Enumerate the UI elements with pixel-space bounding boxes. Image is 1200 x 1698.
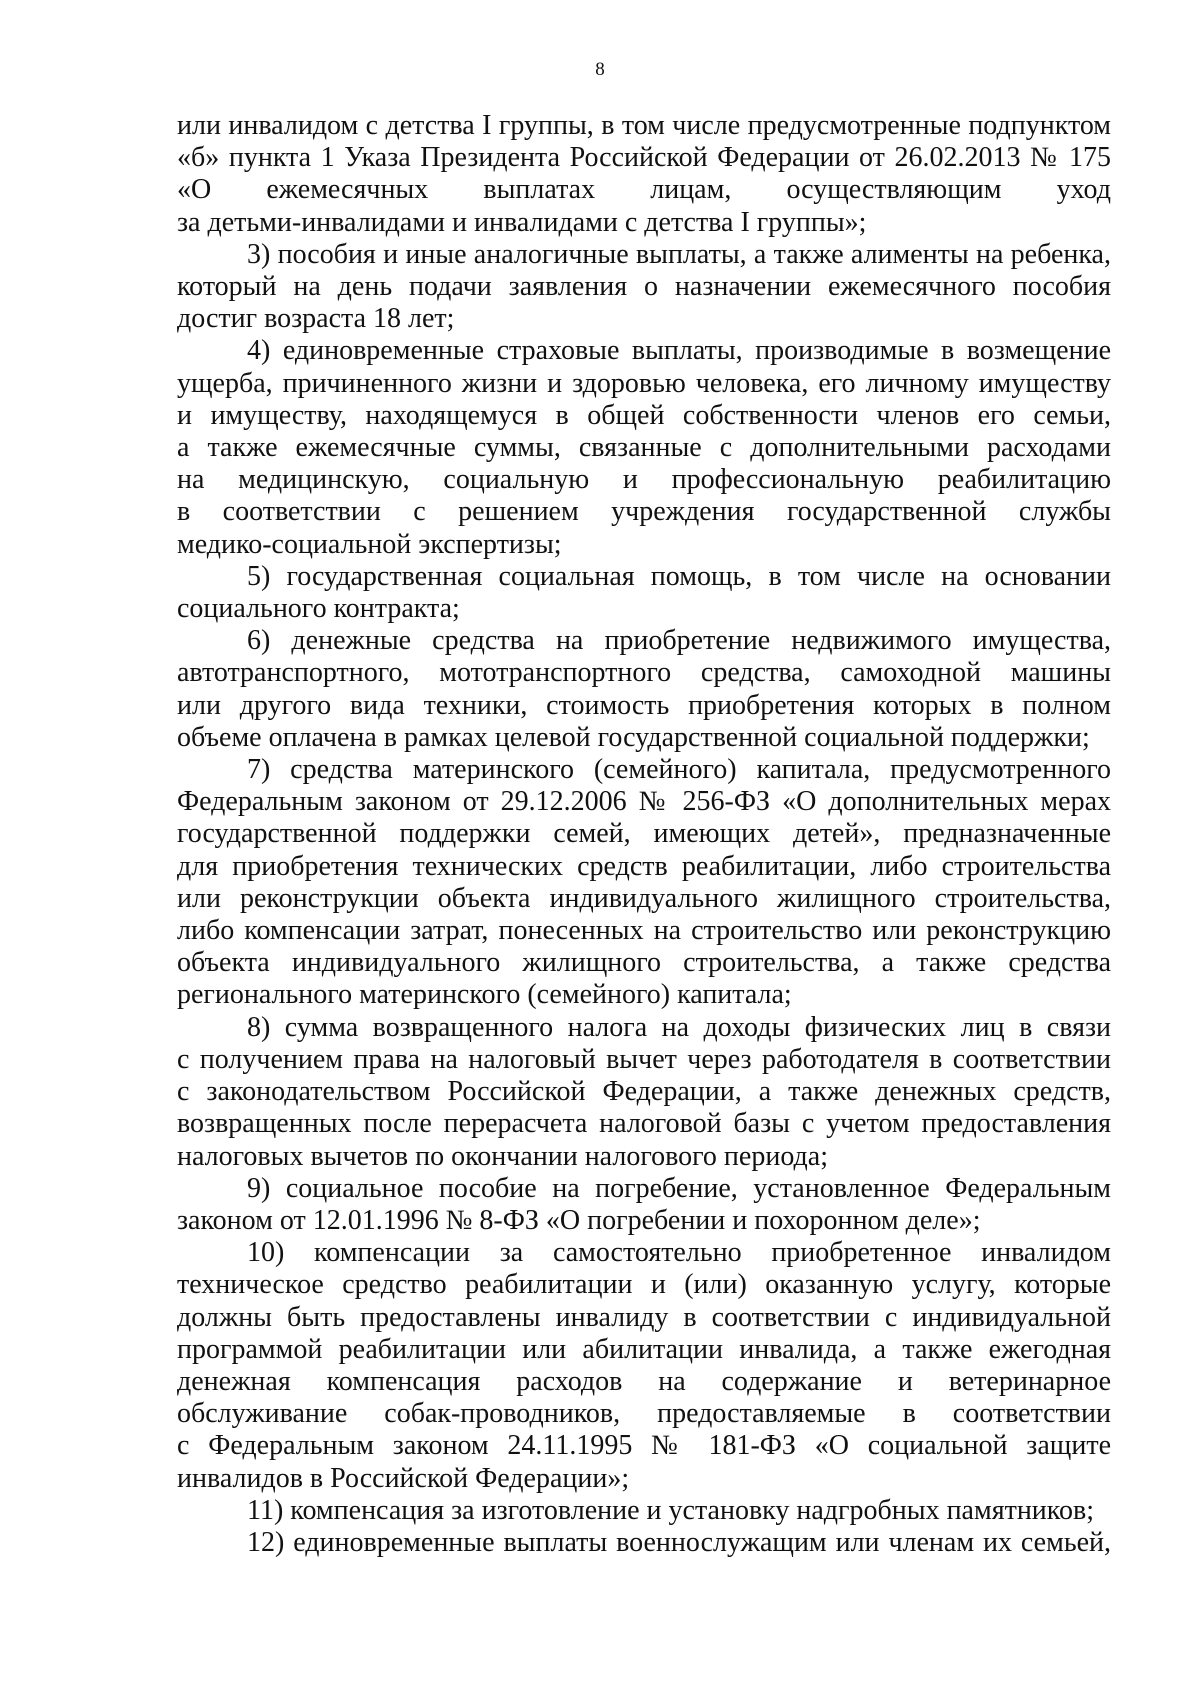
text-line: достиг возраста 18 лет;	[177, 303, 455, 335]
text-line: 11) компенсация за изготовление и установку надгробных памятников;	[247, 1494, 1094, 1526]
text-line: налоговых вычетов по окончании налогового периода;	[177, 1140, 828, 1172]
text-line: а также ежемесячные суммы, связанные с дополнительными расходами	[177, 432, 1111, 464]
text-line: с законодательством Российской Федерации, а также денежных средств,	[177, 1076, 1111, 1108]
text-line: медико-социальной экспертизы;	[177, 528, 562, 560]
text-line: социального контракта;	[177, 593, 460, 625]
paragraph-item-12	[177, 1527, 1111, 1559]
text-line: в соответствии с решением учреждения государственной службы	[177, 496, 1111, 528]
paragraph-item-9	[177, 1173, 1111, 1237]
text-line: должны быть предоставлены инвалиду в соответствии с индивидуальной	[177, 1301, 1111, 1333]
text-line: с Федеральным законом 24.11.1995 № 181-ФЗ «О социальной защите	[177, 1430, 1111, 1462]
paragraph-item-5	[177, 561, 1111, 625]
text-line: автотранспортного, мототранспортного средства, самоходной машины	[177, 657, 1111, 689]
text-line: или другого вида техники, стоимость приобретения которых в полном	[177, 689, 1111, 721]
text-line: объеме оплачена в рамках целевой государственной социальной поддержки;	[177, 721, 1090, 753]
text-line: законом от 12.01.1996 № 8-ФЗ «О погребении и похоронном деле»;	[177, 1204, 981, 1236]
text-line: обслуживание собак-проводников, предоставляемые в соответствии	[177, 1398, 1111, 1430]
paragraph-item-7	[177, 754, 1111, 1012]
text-line: Федеральным законом от 29.12.2006 № 256-ФЗ «О дополнительных мерах	[177, 786, 1111, 818]
text-line: государственной поддержки семей, имеющих детей», предназначенные	[177, 818, 1111, 850]
text-line: 10) компенсации за самостоятельно приобретенное инвалидом	[247, 1237, 1111, 1269]
text-line: или реконструкции объекта индивидуального жилищного строительства,	[177, 882, 1111, 914]
text-line: либо компенсации затрат, понесенных на строительство или реконструкцию	[177, 915, 1111, 947]
text-line: с получением права на налоговый вычет через работодателя в соответствии	[177, 1043, 1111, 1075]
paragraph-continued	[177, 110, 1111, 239]
text-line: ущерба, причиненного жизни и здоровью человека, его личному имуществу	[177, 367, 1111, 399]
paragraph-item-4	[177, 335, 1111, 560]
document-body	[177, 110, 1111, 1559]
text-line: и имуществу, находящемуся в общей собственности членов его семьи,	[177, 399, 1111, 431]
text-line: «б» пункта 1 Указа Президента Российской Федерации от 26.02.2013 № 175	[177, 142, 1111, 174]
text-line: денежная компенсация расходов на содержание и ветеринарное	[177, 1365, 1111, 1397]
text-line: который на день подачи заявления о назначении ежемесячного пособия	[177, 271, 1111, 303]
text-line: инвалидов в Российской Федерации»;	[177, 1462, 630, 1494]
text-line: 8) сумма возвращенного налога на доходы физических лиц в связи	[247, 1011, 1111, 1043]
paragraph-item-8	[177, 1012, 1111, 1173]
text-line: за детьми-инвалидами и инвалидами с детства I группы»;	[177, 206, 867, 238]
text-line: 9) социальное пособие на погребение, установленное Федеральным	[247, 1172, 1111, 1204]
text-line: возвращенных после перерасчета налоговой базы с учетом предоставления	[177, 1108, 1111, 1140]
paragraph-item-11	[177, 1495, 1111, 1527]
paragraph-item-10	[177, 1237, 1111, 1495]
paragraph-item-3	[177, 239, 1111, 336]
text-line: программой реабилитации или абилитации инвалида, а также ежегодная	[177, 1333, 1111, 1365]
text-line: 7) средства материнского (семейного) капитала, предусмотренного	[247, 754, 1111, 786]
text-line: на медицинскую, социальную и профессиональную реабилитацию	[177, 464, 1111, 496]
text-line: 5) государственная социальная помощь, в том числе на основании	[247, 560, 1111, 592]
text-line: для приобретения технических средств реабилитации, либо строительства	[177, 850, 1111, 882]
text-line: или инвалидом с детства I группы, в том числе предусмотренные подпунктом	[177, 110, 1111, 141]
text-line: 4) единовременные страховые выплаты, производимые в возмещение	[247, 335, 1111, 367]
page-number: 8	[595, 59, 605, 80]
text-line: объекта индивидуального жилищного строительства, а также средства	[177, 947, 1111, 979]
text-line: 3) пособия и иные аналогичные выплаты, а также алименты на ребенка,	[247, 238, 1111, 270]
text-line: регионального материнского (семейного) капитала;	[177, 979, 792, 1011]
text-line: 12) единовременные выплаты военнослужащим или членам их семьей,	[247, 1526, 1111, 1558]
paragraph-item-6	[177, 625, 1111, 754]
text-line: 6) денежные средства на приобретение недвижимого имущества,	[247, 625, 1111, 657]
text-line: «О ежемесячных выплатах лицам, осуществляющим уход	[177, 174, 1111, 206]
text-line: техническое средство реабилитации и (или) оказанную услугу, которые	[177, 1269, 1111, 1301]
